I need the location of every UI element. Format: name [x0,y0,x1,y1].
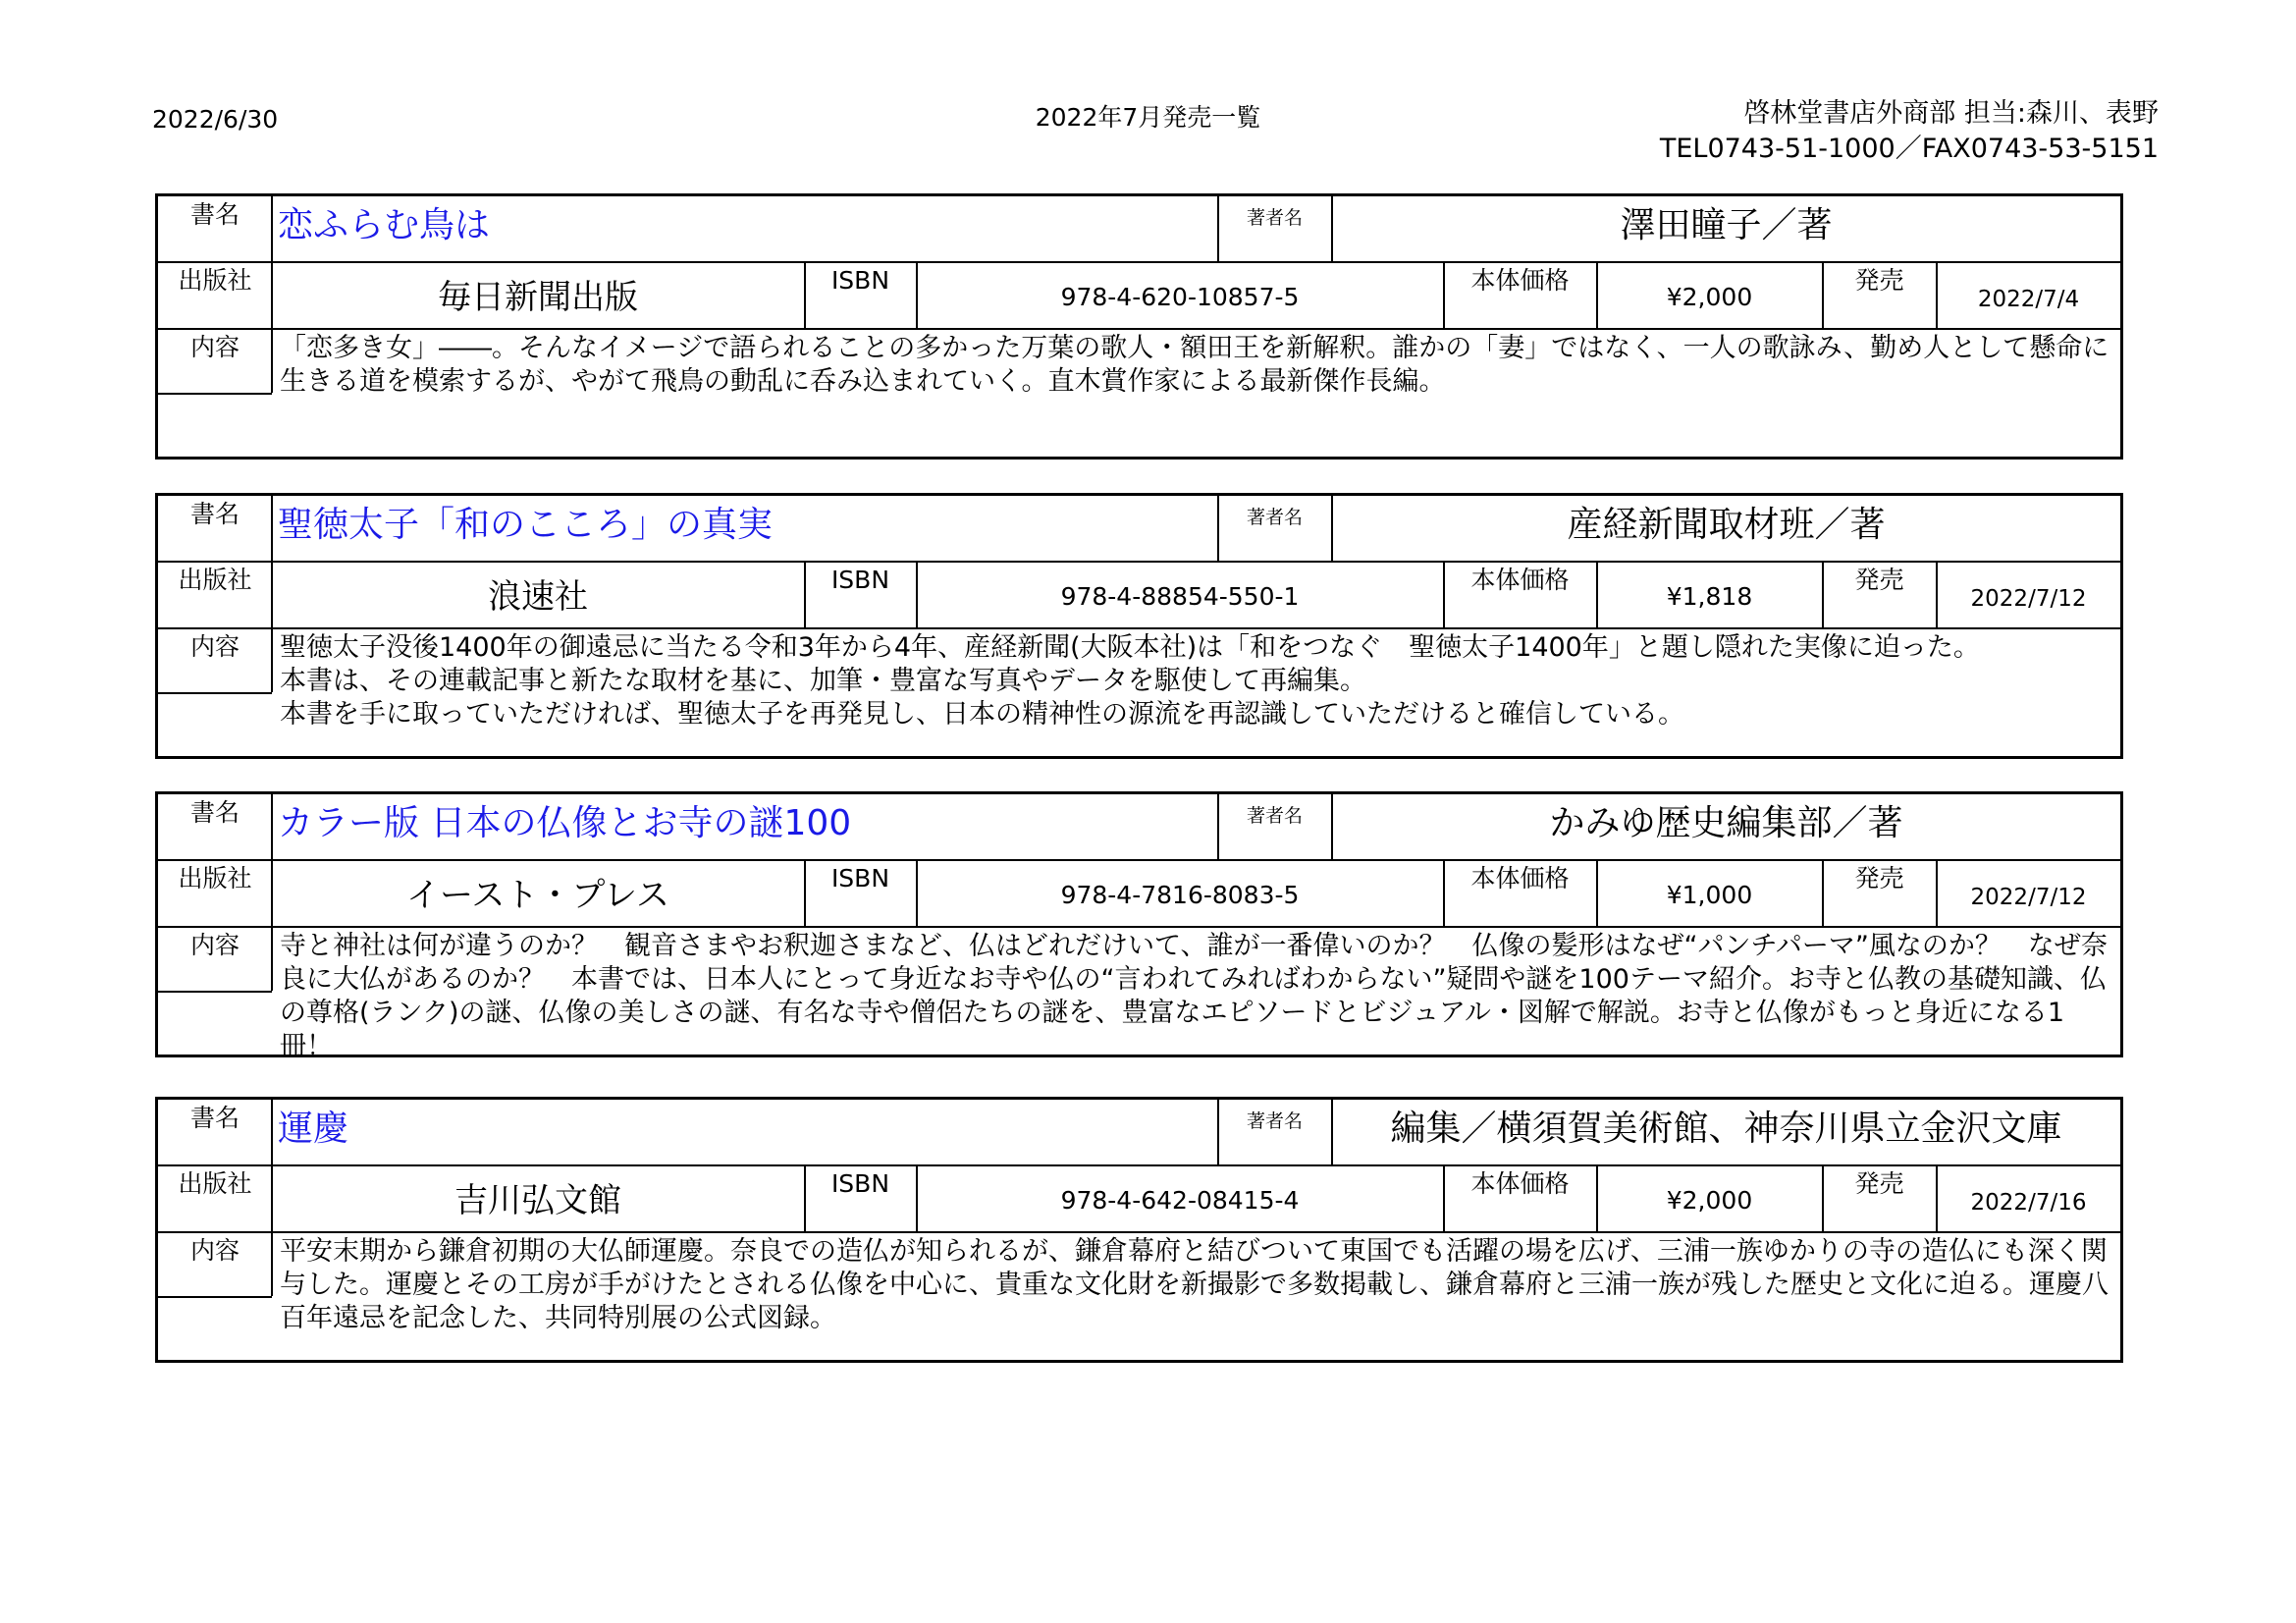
book-description [274,930,2121,1063]
book-entry [155,791,2123,1061]
book-price: ¥1,000 [1666,881,1753,909]
book-title: 聖徳太子「和のこころ」の真実 [278,505,774,545]
price-label: 本体価格 [1470,864,1570,893]
description-line: 「恋多き女」――。そんなイメージで語られることの多かった万葉の歌人・額田王を新解釈。誰かの「妻」ではなく、一人の歌詠み、勤め人として懸命に生きる道を模索するが、やがて飛鳥の動乱に呑み込まれていく。直木賞作家による最新傑作長編。 [280,333,2109,397]
release-label: 発売 [1854,1169,1904,1198]
book-entry [155,193,2123,460]
author-label: 著者名 [1246,507,1303,528]
book-publisher: 吉川弘文館 [454,1181,621,1220]
book-title: 恋ふらむ鳥は [278,205,491,245]
book-entry [155,1097,2123,1363]
author-label: 著者名 [1246,1110,1303,1132]
description-line: 聖徳太子没後1400年の御遠忌に当たる令和3年から4年、産経新聞(大阪本社)は「和をつなぐ 聖徳太子1400年」と題し隠れた実像に迫った。 [280,632,1980,663]
publisher-label: 出版社 [178,1169,252,1198]
description-line: 本書を手に取っていただければ、聖徳太子を再発見し、日本の精神性の源流を再認識していただけると確信している。 [280,699,1684,730]
price-label: 本体価格 [1470,1169,1570,1198]
book-description [274,332,2121,399]
book-author: 澤田瞳子／著 [1620,205,1833,245]
description-line: 平安末期から鎌倉初期の大仏師運慶。奈良での造仏が知られるが、鎌倉幕府と結びついて東国でも活躍の場を広げ、三浦一族ゆかりの寺の造仏にも深く関与した。運慶とその工房が手がけたとされる仏像を中心に、貴重な文化財を新撮影で多数掲載し、鎌倉幕府と三浦一族が残した歴史と文化に迫る。運慶八百年遠忌を記念した、共同特別展の公式図録。 [280,1236,2109,1333]
description-line: 寺と神社は何が違うのか？ 観音さまやお釈迦さまなど、仏はどれだけいて、誰が一番偉いのか？ 仏像の髪形はなぜ“パンチパーマ”風なのか？ なぜ奈良に大仏があるのか？ 本書では、日本人にとって身近なお寺や仏の“言われてみればわからない”疑問や謎を100テーマ紹介。お寺と仏教の基礎知識、仏の尊格(ランク)の謎、仏像の美しさの謎、有名な寺や僧侶たちの謎を、豊富なエピソードとビジュアル・図解で解説。お寺と仏像がもっと身近になる1冊！ [280,931,2108,1061]
author-label: 著者名 [1246,805,1303,827]
book-publisher: 浪速社 [488,577,588,617]
content-label: 内容 [189,632,240,661]
price-label: 本体価格 [1470,266,1570,295]
book-isbn: 978-4-620-10857-5 [1060,283,1300,311]
book-isbn: 978-4-642-08415-4 [1060,1186,1300,1215]
store-phone-fax: TEL0743-51-1000／FAX0743-53-5151 [1659,134,2159,164]
list-date: 2022/6/30 [152,105,279,134]
book-title: 運慶 [278,1109,349,1149]
publisher-label: 出版社 [178,266,252,295]
store-contact [1660,96,2159,167]
book-release-date: 2022/7/12 [1970,885,2087,910]
isbn-label: ISBN [830,864,890,893]
isbn-label: ISBN [830,266,890,295]
title-label: 書名 [189,798,240,827]
book-price: ¥2,000 [1666,283,1753,311]
book-description [274,1235,2121,1335]
isbn-label: ISBN [830,1169,890,1198]
publisher-label: 出版社 [178,864,252,893]
book-price: ¥2,000 [1666,1186,1753,1215]
book-release-date: 2022/7/12 [1970,586,2087,612]
book-isbn: 978-4-88854-550-1 [1060,582,1300,611]
book-publisher: 毎日新聞出版 [438,278,638,317]
book-description [274,631,2121,731]
title-label: 書名 [189,500,240,528]
release-label: 発売 [1854,864,1904,893]
title-label: 書名 [189,200,240,229]
book-isbn: 978-4-7816-8083-5 [1060,881,1300,909]
content-label: 内容 [189,1236,240,1265]
book-publisher: イースト・プレス [406,876,669,915]
title-label: 書名 [189,1104,240,1132]
book-release-date: 2022/7/16 [1970,1190,2087,1216]
release-label: 発売 [1854,266,1904,295]
book-price: ¥1,818 [1666,582,1753,611]
price-label: 本体価格 [1470,566,1570,594]
release-label: 発売 [1854,566,1904,594]
content-label: 内容 [189,931,240,959]
author-label: 著者名 [1246,207,1303,229]
book-author: かみゆ歴史編集部／著 [1549,803,1903,843]
book-author: 編集／横須賀美術館、神奈川県立金沢文庫 [1390,1109,2062,1149]
content-label: 内容 [189,333,240,361]
book-author: 産経新聞取材班／著 [1567,505,1886,545]
book-title: カラー版 日本の仏像とお寺の謎100 [278,803,852,843]
publisher-label: 出版社 [178,566,252,594]
book-release-date: 2022/7/4 [1977,287,2080,312]
description-line: 本書は、その連載記事と新たな取材を基に、加筆・豊富な写真やデータを駆使して再編集。 [280,666,1366,696]
isbn-label: ISBN [830,566,890,594]
list-title: 2022年7月発売一覧 [1035,103,1261,132]
store-name: 啓林堂書店外商部 担当:森川、表野 [1743,98,2159,129]
book-entry [155,493,2123,759]
